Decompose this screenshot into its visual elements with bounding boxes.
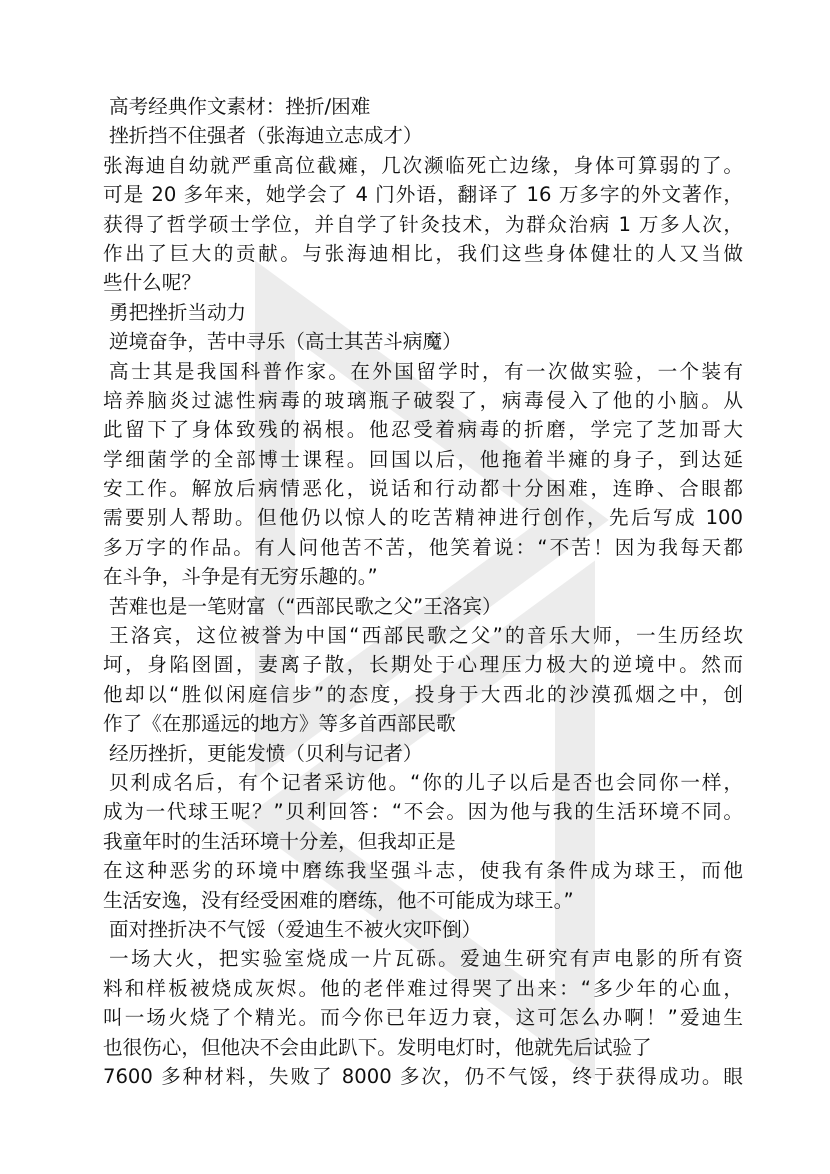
section-heading: 勇把挫折当动力	[109, 300, 247, 324]
text-line: 贝利成名后，有个记者采访他。“你的儿子以后是否也会同你一样，	[109, 770, 743, 794]
text-line: 叫一场火烧了个精光。而今你已年迈力衰，这可怎么办啊！”爱迪生	[103, 1006, 743, 1030]
text-line: 料和样板被烧成灰烬。他的老伴难过得哭了出来：“多少年的心血，	[103, 976, 743, 1000]
text-line: 他却以“胜似闲庭信步”的态度，投身于大西北的沙漠孤烟之中，创	[103, 682, 743, 706]
text-line: 在这种恶劣的环境中磨练我坚强斗志，使我有条件成为球王，而他	[103, 859, 743, 883]
section-heading: 面对挫折决不气馁（爱迪生不被火灾吓倒）	[109, 917, 482, 941]
section-heading: 逆境奋争，苦中寻乐（高士其苦斗病魔）	[109, 330, 462, 354]
text-line: 此留下了身体致残的祸根。他忍受着病毒的折磨，学完了芝加哥大	[103, 418, 743, 442]
text-line: 作了《在那遥远的地方》等多首西部民歌	[103, 712, 456, 736]
text-line: 获得了哲学硕士学位，并自学了针灸技术，为群众治病 1 万多人次，	[103, 212, 743, 236]
text-line: 高士其是我国科普作家。在外国留学时，有一次做实验，一个装有	[109, 359, 743, 383]
text-line: 张海迪自幼就严重高位截瘫，几次濒临死亡边缘，身体可算弱的了。	[103, 153, 743, 177]
section-heading: 苦难也是一笔财富（“西部民歌之父”王洛宾）	[109, 594, 502, 618]
text-line: 7600 多种材料，失败了 8000 多次，仍不气馁，终于获得成功。眼	[103, 1064, 743, 1088]
text-line: 安工作。解放后病情恶化，说话和行动都十分困难，连睁、合眼都	[103, 477, 743, 501]
document-body	[103, 92, 743, 1091]
section-heading: 经历挫折，更能发愤（贝利与记者）	[109, 741, 423, 765]
text-line: 在斗争，斗争是有无穷乐趣的。”	[103, 565, 378, 589]
text-line: 一场大火，把实验室烧成一片瓦砾。爱迪生研究有声电影的所有资	[109, 947, 743, 971]
text-line: 生活安逸，没有经受困难的磨练，他不可能成为球王。”	[103, 888, 574, 912]
text-line: 坷，身陷囹圄，妻离子散，长期处于心理压力极大的逆境中。然而	[103, 653, 743, 677]
text-line: 学细菌学的全部博士课程。回国以后，他拖着半瘫的身子，到达延	[103, 447, 743, 471]
section-heading: 挫折挡不住强者（张海迪立志成才）	[109, 124, 423, 148]
text-line: 可是 20 多年来，她学会了 4 门外语，翻译了 16 万多字的外文著作，	[103, 183, 743, 207]
text-line: 作出了巨大的贡献。与张海迪相比，我们这些身体健壮的人又当做	[103, 241, 743, 265]
text-line: 我童年时的生活环境十分差，但我却正是	[103, 829, 456, 853]
text-line: 多万字的作品。有人问他苦不苦，他笑着说：“不苦！因为我每天都	[103, 535, 743, 559]
document-title: 高考经典作文素材：挫折/困难	[109, 95, 371, 118]
text-line: 王洛宾，这位被誉为中国“西部民歌之父”的音乐大师，一生历经坎	[109, 624, 743, 648]
text-line: 也很伤心，但他决不会由此趴下。发明电灯时，他就先后试验了	[103, 1035, 652, 1059]
text-line: 培养脑炎过滤性病毒的玻璃瓶子破裂了，病毒侵入了他的小脑。从	[103, 388, 743, 412]
text-line: 些什么呢？	[103, 271, 201, 295]
text-line: 成为一代球王呢？”贝利回答：“不会。因为他与我的生活环境不同。	[103, 800, 743, 824]
text-line: 需要别人帮助。但他仍以惊人的吃苦精神进行创作，先后写成 100	[103, 506, 743, 530]
